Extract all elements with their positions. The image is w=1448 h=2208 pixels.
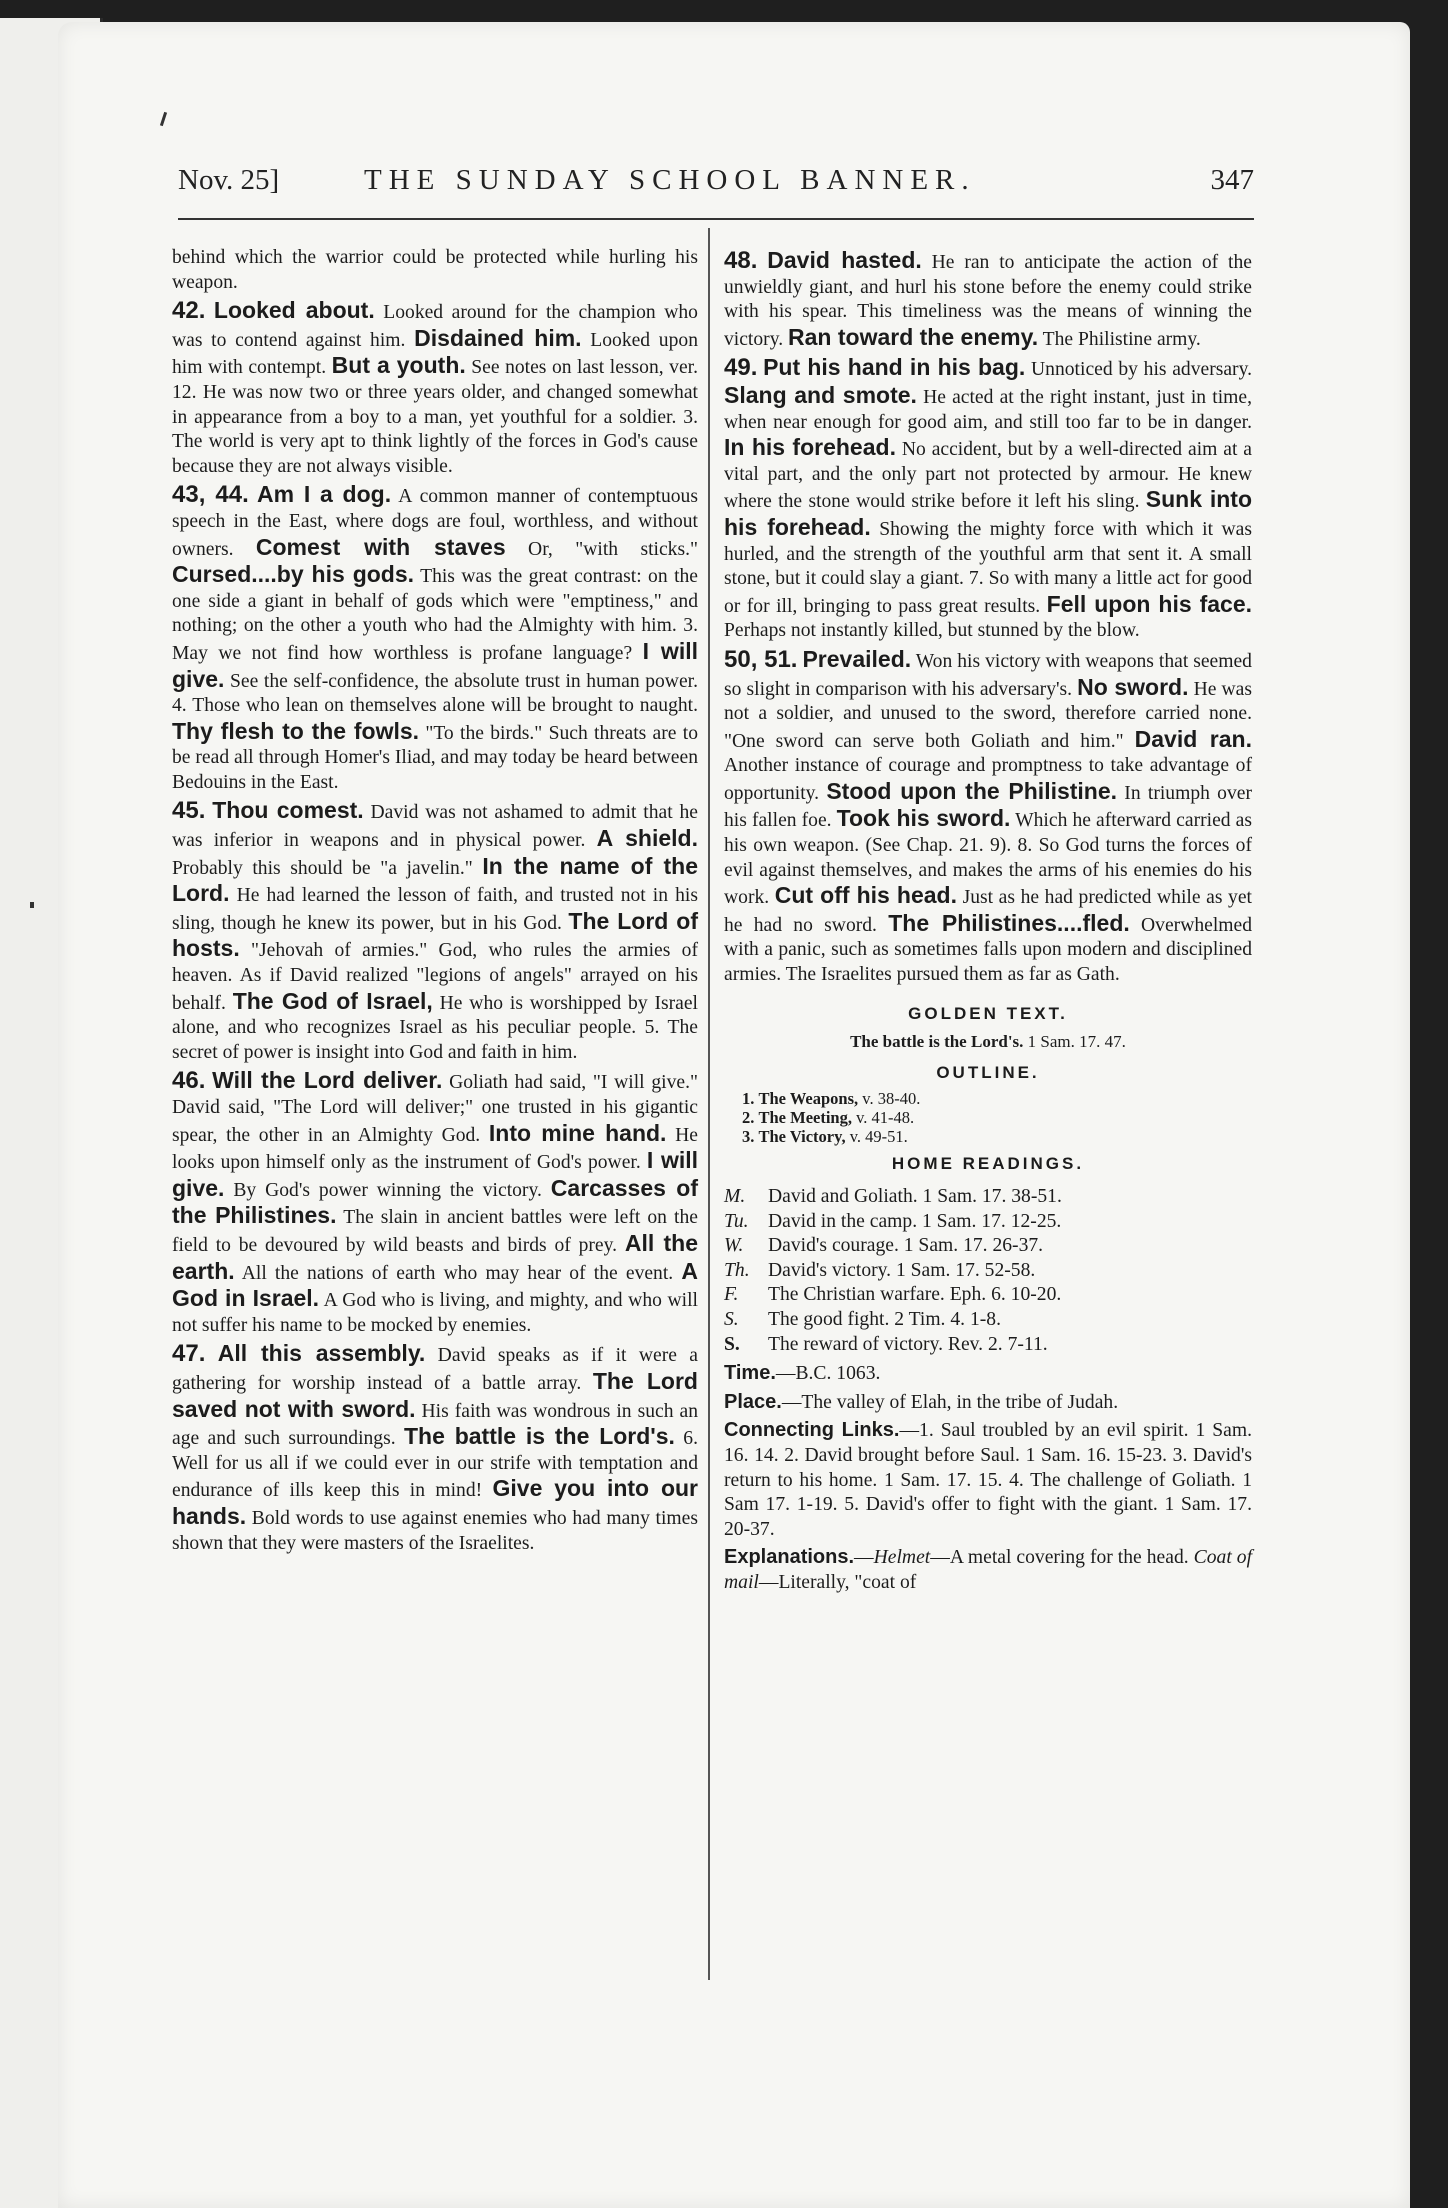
verse-43-44-note [172, 482, 698, 795]
section-text: —Literally, "coat of [758, 1571, 917, 1593]
keyword: All the earth. [172, 1229, 699, 1284]
connecting-links-paragraph [724, 1418, 1252, 1542]
note-text: David was not ashamed to admit that he was inferior in weapons and in physical power. [172, 802, 699, 852]
keyword: Stood upon the Philistine. [826, 777, 1118, 804]
reading-day: M. [724, 1186, 746, 1207]
note-text: The slain in ancient battles were left on the field to be devoured by wild beasts and birds of prey. [172, 1207, 698, 1256]
keyword: Fell upon his face. [1046, 590, 1252, 617]
left-column [172, 246, 698, 1556]
keyword: Am I a dog. [257, 481, 392, 508]
section-label: Time. [724, 1362, 776, 1385]
note-text: Looked upon him with contempt. [172, 329, 698, 379]
verse-number: 47. [172, 1340, 206, 1368]
reading-text: David's victory. 1 Sam. 17. 52-58. [768, 1259, 1036, 1281]
note-text: See the self-confidence, the absolute trust in human power. 4. Those who lean on themselves alone will be brought to naught. [172, 670, 698, 717]
outline-ref: v. 38-40. [858, 1089, 921, 1109]
note-text: Overwhelmed with a panic, such as sometimes falls upon modern and disciplined armies. The Israelites pursued them as far as Gath. [724, 914, 1253, 986]
verse-number: 45. [172, 797, 206, 825]
note-text: Another instance of courage and promptness to take advantage of opportunity. [724, 755, 1252, 804]
keyword: Disdained him. [414, 324, 582, 351]
reading-text: David and Goliath. 1 Sam. 17. 38-51. [768, 1186, 1062, 1207]
note-text: Or, "with sticks." [505, 538, 698, 560]
outline-label: The Meeting, [758, 1108, 852, 1128]
note-text: No accident, but by a well-directed aim at a vital part, and the only part not protected by armour. He knew where the stone would strike before it left his sling. [724, 439, 1252, 513]
keyword: Slang and smote. [724, 381, 917, 408]
outline-ref: v. 49-51. [845, 1127, 908, 1147]
section-text: —A metal covering for the head. [930, 1547, 1194, 1569]
reading-text: The reward of victory. Rev. 2. 7-11. [768, 1333, 1048, 1355]
reading-row [724, 1234, 1252, 1259]
keyword: The Lord of hosts. [172, 907, 698, 962]
keyword: Thy flesh to the fowls. [172, 717, 420, 744]
reading-text: The good fight. 2 Tim. 4. 1-8. [768, 1308, 1001, 1330]
verse-number: 46. [172, 1067, 206, 1095]
outline-number: 1. [742, 1089, 755, 1109]
running-header [178, 164, 1254, 204]
verse-50-51-note [724, 647, 1252, 988]
time-line [724, 1361, 1252, 1387]
keyword: Into mine hand. [488, 1119, 667, 1146]
home-readings-list [724, 1185, 1252, 1357]
note-text: See notes on last lesson, ver. 12. He was now two or three years older, and changed somewhat in appearance from a boy to a man, yet youthful for a soldier. 3. The world is very apt to think lightly of the forces in God's cause because they are not always visible. [172, 357, 698, 477]
golden-text-ref: 1 Sam. 17. 47. [1023, 1032, 1126, 1052]
reading-day: F. [724, 1284, 739, 1306]
reading-day: Tu. [724, 1210, 749, 1232]
reading-day: S. [724, 1333, 740, 1355]
keyword: Prevailed. [802, 645, 912, 672]
verse-number: 43, 44. [172, 481, 249, 509]
note-text: He ran to anticipate the action of the unwieldly giant, and hurl his stone before the enemy could strike with his spear. This timeliness was the means of winning the victory. [724, 252, 1252, 350]
margin-mark [30, 902, 34, 908]
note-text: His faith was wondrous in such an age and such surroundings. [172, 1400, 698, 1450]
reading-day: W. [724, 1235, 744, 1257]
outline-item [742, 1108, 1252, 1127]
reading-row [724, 1210, 1252, 1235]
verse-number: 49. [724, 354, 758, 382]
verse-46-note [172, 1068, 698, 1338]
note-text: Goliath had said, "I will give." David said, "The Lord will deliver;" one trusted in his gigantic spear, the other in an Almighty God. [172, 1072, 698, 1146]
verse-number: 50, 51. [724, 645, 798, 673]
reading-row [724, 1333, 1252, 1358]
section-text: —B.C. 1063. [775, 1363, 881, 1385]
note-text: The Philistine army. [1038, 328, 1201, 350]
keyword: Sunk into his forehead. [724, 486, 1252, 540]
outline-item [742, 1127, 1252, 1146]
keyword: Put his hand in his bag. [763, 354, 1026, 381]
outline-label: The Victory, [758, 1127, 846, 1147]
header-date: Nov. 25] [178, 164, 280, 196]
keyword: Comest with staves [255, 533, 506, 560]
keyword: Took his sword. [836, 805, 1011, 832]
verse-number: 48. [724, 247, 758, 274]
keyword: The Philistines....fled. [888, 909, 1130, 936]
note-text: David speaks as if it were a gathering for worship instead of a battle array. [172, 1345, 698, 1394]
keyword: A shield. [596, 825, 698, 852]
note-text: Just as he had predicted while as yet he had no sword. [724, 887, 1252, 936]
outline-item [742, 1089, 1252, 1108]
keyword: Cursed....by his gods. [172, 561, 415, 588]
verse-48-note [724, 248, 1252, 352]
column-divider [708, 228, 710, 1980]
right-column [724, 248, 1252, 1596]
keyword: I will give. [172, 637, 698, 692]
verse-47-note [172, 1341, 698, 1556]
keyword: The God of Israel, [232, 987, 433, 1014]
keyword: The Lord saved not with sword. [172, 1367, 698, 1422]
note-text: Which he afterward carried as his own weapon. (See Chap. 21. 9). 8. So God turns the forces of evil against themselves, and makes the arms of his enemies do his work. [724, 810, 1252, 909]
golden-text [724, 1030, 1252, 1055]
section-text: —The valley of Elah, in the tribe of Judah. [781, 1391, 1119, 1413]
note-text: Probably this should be "a javelin." [172, 857, 483, 879]
keyword: No sword. [1077, 673, 1189, 700]
reading-text: David's courage. 1 Sam. 17. 26-37. [768, 1235, 1044, 1257]
verse-42-note [172, 298, 698, 479]
outline-number: 2. [742, 1108, 755, 1128]
reading-day: Th. [724, 1259, 750, 1281]
keyword: Carcasses of the Philistines. [172, 1174, 699, 1229]
note-text: He who is worshipped by Israel alone, and who recognizes Israel as his peculiar people. 5. The secret of power is insight into God and faith in him. [172, 992, 698, 1063]
keyword: Will the Lord deliver. [212, 1067, 443, 1094]
section-label: Explanations. [724, 1546, 855, 1569]
note-text: He was not a soldier, and unused to the sword, therefore carried none. "One sword can serve both Goliath and him." [724, 678, 1252, 752]
note-text: He acted at the right instant, just in time, when near enough for good aim, and still too far to be in danger. [724, 386, 1252, 433]
note-text: In triumph over his fallen foe. [724, 782, 1252, 832]
keyword: Cut off his head. [774, 882, 957, 909]
keyword: David ran. [1134, 725, 1252, 752]
outline-list [742, 1089, 1252, 1146]
keyword: Thou comest. [212, 797, 364, 824]
explained-term: Helmet [873, 1547, 931, 1569]
keyword: David hasted. [767, 247, 922, 273]
note-text: Showing the mighty force with which it was hurled, and the strength of the youthful arm that sent it. A small stone, but it could slay a giant. 7. So with many a little act for good or for ill, bringing to pass great results. [724, 518, 1252, 617]
reading-text: David in the camp. 1 Sam. 17. 12-25. [768, 1210, 1062, 1232]
section-text: — [854, 1547, 874, 1569]
explanations-paragraph [724, 1545, 1252, 1595]
section-label: Place. [724, 1390, 782, 1413]
note-text: Perhaps not instantly killed, but stunned by the blow. [724, 620, 1140, 642]
section-text: —1. Saul troubled by an evil spirit. 1 Sam. 16. 14. 2. David brought before Saul. 1 Sam. 16. 15-23. 3. David's return to his home. 1 Sam. 17. 15. 4. The challenge of Goliath. 1 Sam 17. 1-19. 5. David's offer to fight with the giant. 1 Sam. 17. 20-37. [724, 1420, 1252, 1540]
outline-number: 3. [742, 1127, 755, 1147]
verse-number: 42. [172, 297, 206, 325]
keyword: In his forehead. [724, 434, 896, 461]
intro-paragraph: behind which the warrior could be protected while hurling his weapon. [172, 247, 698, 293]
home-readings-heading: HOME READINGS. [891, 1154, 1085, 1174]
header-rule [178, 218, 1254, 220]
reading-row [724, 1283, 1252, 1308]
header-title: THE SUNDAY SCHOOL BANNER. [364, 164, 976, 196]
outline-heading: OUTLINE. [936, 1062, 1040, 1082]
note-text: Won his victory with weapons that seemed so slight in comparison with his adversary's. [724, 650, 1252, 700]
golden-text-heading: GOLDEN TEXT. [908, 1003, 1068, 1023]
section-label: Connecting Links. [724, 1419, 900, 1442]
keyword: In the name of the Lord. [172, 852, 698, 907]
page-number: 347 [1210, 164, 1254, 196]
note-text: All the nations of earth who may hear of the event. [234, 1262, 682, 1284]
note-text: A common manner of contemptuous speech in the East, where dogs are foul, worthless, and without owners. [172, 486, 698, 560]
note-text: By God's power winning the victory. [224, 1179, 551, 1201]
note-text: "To the birds." Such threats are to be read all through Homer's Iliad, and may today be heard between Bedouins in the East. [172, 722, 699, 793]
keyword: A God in Israel. [172, 1257, 698, 1312]
note-text: 6. Well for us all if we could ever in our strife with temptation and endurance of ills keep this in mind! [172, 1428, 698, 1502]
verse-49-note [724, 355, 1252, 644]
keyword: Ran toward the enemy. [788, 323, 1039, 350]
keyword: But a youth. [331, 352, 466, 379]
reading-row [724, 1308, 1252, 1333]
note-text: Unnoticed by his adversary. [1025, 359, 1253, 381]
note-text: Looked around for the champion who was to contend against him. [172, 302, 698, 351]
note-text: Bold words to use against enemies who had many times shown that they were masters of the Israelites. [172, 1507, 698, 1554]
note-text: "Jehovah of armies." God, who rules the armies of heaven. As if David realized "legions of angels" arrayed on his behalf. [172, 940, 698, 1014]
golden-text-verse: The battle is the Lord's. [850, 1032, 1024, 1052]
place-paragraph [724, 1390, 1252, 1416]
explained-term: Coat of mail [724, 1547, 1253, 1593]
keyword: All this assembly. [217, 1340, 426, 1367]
keyword: The battle is the Lord's. [403, 1423, 675, 1450]
keyword: Give you into our hands. [172, 1475, 698, 1529]
keyword: Looked about. [213, 297, 375, 324]
note-text: He looks upon himself only as the instrument of God's power. [172, 1124, 698, 1174]
outline-label: The Weapons, [758, 1089, 859, 1109]
outline-ref: v. 41-48. [851, 1108, 915, 1128]
reading-row [724, 1185, 1252, 1210]
reading-row [724, 1259, 1252, 1284]
note-text: A God who is living, and mighty, and who will not suffer his name to be mocked by enemies. [172, 1290, 698, 1336]
note-text: He had learned the lesson of faith, and trusted not in his sling, though he knew its power, but in his God. [172, 885, 698, 934]
keyword: I will give. [172, 1147, 699, 1201]
note-text: This was the great contrast: on the one side a giant in behalf of gods which were "emptiness," and nothing; on the other a youth who had the Almighty with him. 3. May we not find how worthless is profane language? [172, 566, 699, 664]
reading-text: The Christian warfare. Eph. 6. 10-20. [768, 1284, 1062, 1306]
reading-day: S. [724, 1308, 739, 1330]
verse-45-note [172, 798, 698, 1065]
